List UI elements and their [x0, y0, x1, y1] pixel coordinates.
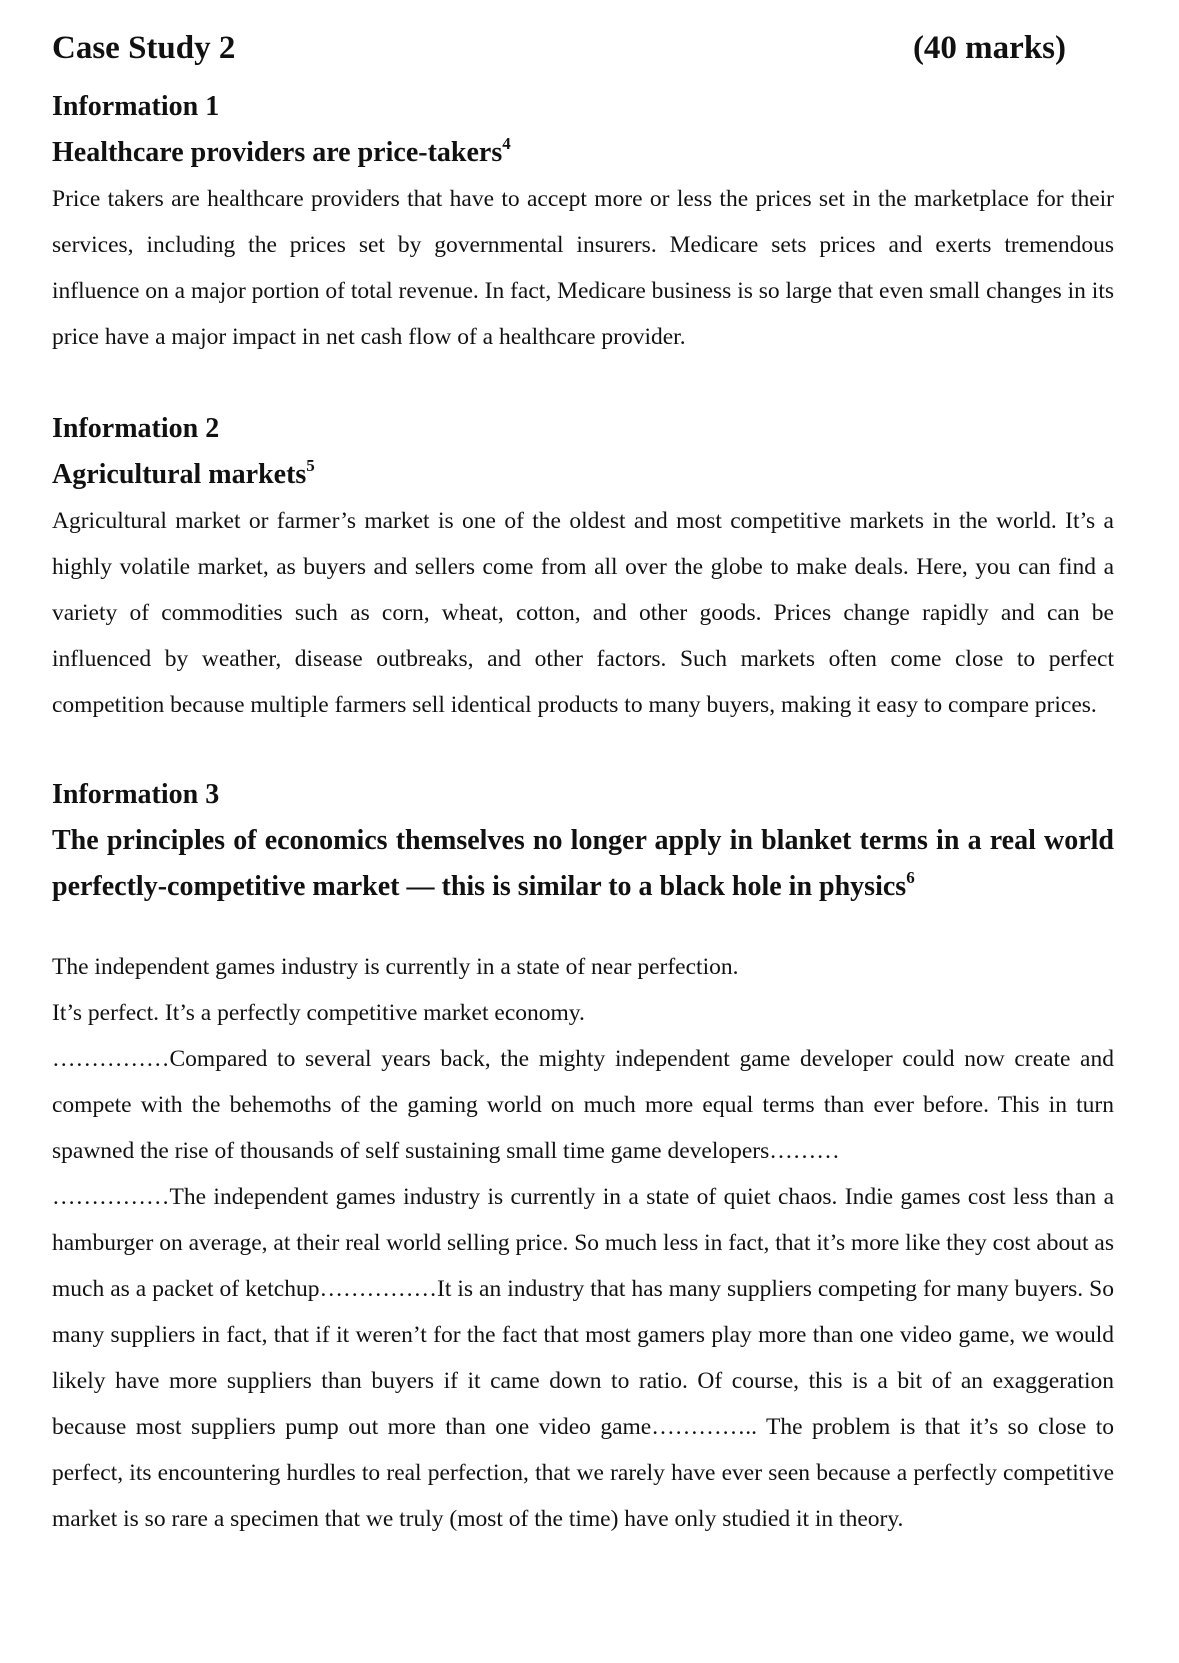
info1-footnote: 4 [502, 134, 511, 153]
info1-body: Price takers are healthcare providers that have to accept more or less the prices set in the marketplace for their services, including the prices set by governmental insurers. Medicare sets prices and exerts tremendous influence on a major portion of total revenue. In fact, Medicare business is so large that even small changes in its price have a major impact in net cash flow of a healthcare provider. [52, 186, 1114, 350]
marks-label: (40 marks) [912, 30, 1066, 66]
info3-para2: ……………The independent games industry is currently in a state of quiet chaos. Indie games cost less than a hamburger on average, at their real world selling price. So much less in fact, that it’s more like they cost about as much as a packet of ketchup……………It is an industry that has many suppliers competing for many buyers. So many suppliers in fact, that if it weren’t for the fact that most gamers play more than one video game, we would likely have more suppliers than buyers if it came down to ratio. Of course, this is a bit of an exaggeration because most suppliers pump out more than one video game………….. The problem is that it’s so close to perfect, its encountering hurdles to real perfection, that we rarely have ever seen because a perfectly competitive market is so rare a specimen that we truly (most of the time) have only studied it in theory. [52, 1184, 1114, 1532]
info1-label: Information 1 [52, 91, 220, 122]
info2-heading-text: Agricultural markets [52, 459, 307, 490]
info1-heading-text: Healthcare providers are price-takers [52, 137, 503, 168]
info3-heading [52, 818, 1114, 910]
info1-heading [52, 130, 1114, 176]
info2-body: Agricultural market or farmer’s market is one of the oldest and most competitive markets in the world. It’s a highly volatile market, as buyers and sellers come from all over the globe to make deals. Here, you can find a variety of commodities such as corn, wheat, cotton, and other goods. Prices change rapidly and can be influenced by weather, disease outbreaks, and other factors. Such markets often come close to perfect competition because multiple farmers sell identical products to many buyers, making it easy to compare prices. [52, 508, 1114, 718]
title-row [52, 30, 1114, 84]
info3-line2: It’s perfect. It’s a perfectly competitive market economy. [52, 1000, 585, 1026]
document-page [52, 30, 1114, 1542]
info2-heading [52, 452, 1114, 498]
info3-para1: ……………Compared to several years back, the mighty independent game developer could now create and compete with the behemoths of the gaming world on much more equal terms than ever before. This in turn spawned the rise of thousands of self sustaining small time game developers……… [52, 1046, 1114, 1164]
info2-label: Information 2 [52, 413, 220, 444]
info3-label: Information 3 [52, 779, 220, 810]
info3-heading-text: The principles of economics themselves no longer apply in blanket terms in a real world perfectly-competitive market — this is similar to a black hole in physics [52, 825, 1114, 902]
info3-line1: The independent games industry is currently in a state of near perfection. [52, 954, 739, 980]
case-study-title: Case Study 2 [52, 30, 236, 66]
info2-footnote: 5 [306, 456, 315, 475]
info3-footnote: 6 [906, 868, 915, 887]
